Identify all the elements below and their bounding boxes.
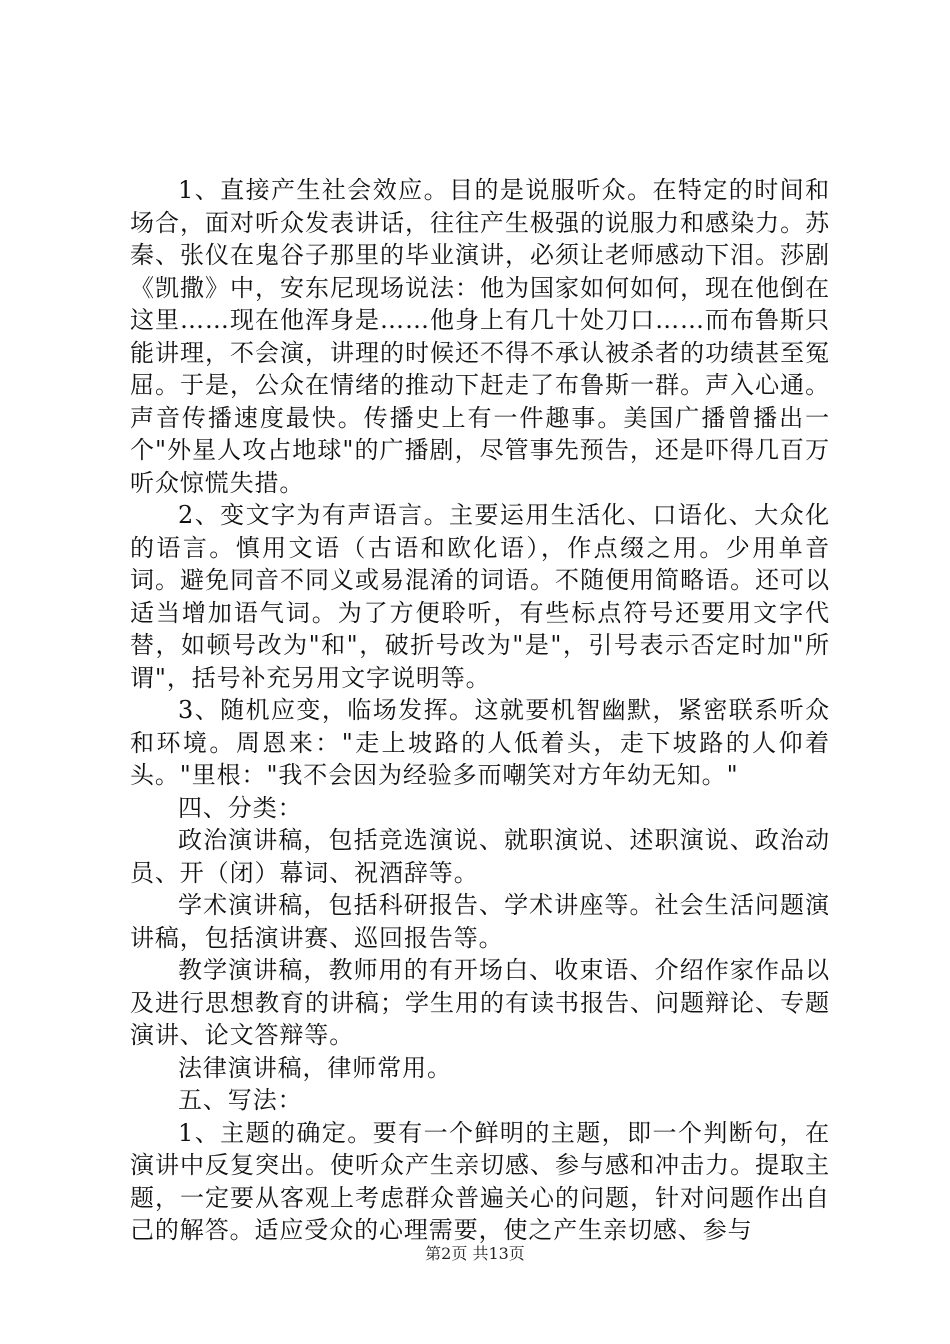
paragraph-direct-social-effect: 1、直接产生社会效应。目的是说服听众。在特定的时间和场合，面对听众发表讲话，往往产生极强的说服力和感染力。苏秦、张仪在鬼谷子那里的毕业演讲，必须让老师感动下泪。莎剧《凯撒》中，安东尼现场说法：他为国家如何如何，现在他倒在这里……现在他浑身是……他身上有几十处刀口……而布鲁斯只能讲理，不会演，讲理的时候还不得不承认被杀者的功绩甚至冤屈。于是，公众在情绪的推动下赶走了布鲁斯一群。声入心通。声音传播速度最快。传播史上有一件趣事。美国广播曾播出一个"外星人攻占地球"的广播剧，尽管事先预告，还是吓得几百万听众惊慌失措。 [130,176,830,497]
paragraph-improvisation: 3、随机应变，临场发挥。这就要机智幽默，紧密联系听众和环境。周恩来："走上坡路的人低着头，走下坡路的人仰着头。"里根："我不会因为经验多而嘲笑对方年幼无知。" [130,696,830,789]
document-body [130,174,830,1247]
heading-writing-method: 五、写法： [178,1086,303,1114]
paragraph-political-speech: 政治演讲稿，包括竞选演说、就职演说、述职演说、政治动员、开（闭）幕词、祝酒辞等。 [130,826,830,887]
heading-classification: 四、分类： [178,793,303,822]
page-number-footer: 第2页 共13页 [425,1244,525,1263]
paragraph-academic-speech: 学术演讲稿，包括科研报告、学术讲座等。社会生活问题演讲稿，包括演讲赛、巡回报告等。 [130,891,830,952]
paragraph-spoken-language: 2、变文字为有声语言。主要运用生活化、口语化、大众化的语言。慎用文语（古语和欧化语），作点缀之用。少用单音词。避免同音不同义或易混淆的词语。不随便用简略语。还可以适当增加语气词。为了方便聆听，有些标点符号还要用文字代替，如顿号改为"和"，破折号改为"是"，引号表示否定时加"所谓"，括号补充另用文字说明等。 [130,501,830,692]
paragraph-teaching-speech: 教学演讲稿，教师用的有开场白、收束语、介绍作家作品以及进行思想教育的讲稿；学生用的有读书报告、问题辩论、专题演讲、论文答辩等。 [130,956,830,1049]
paragraph-theme-definition: 1、主题的确定。要有一个鲜明的主题，即一个判断句，在演讲中反复突出。使听众产生亲切感、参与感和冲击力。提取主题，一定要从客观上考虑群众普遍关心的问题，针对问题作出自己的解答。适应受众的心理需要，使之产生亲切感、参与 [130,1118,830,1244]
paragraph-legal-speech: 法律演讲稿，律师常用。 [178,1053,452,1082]
